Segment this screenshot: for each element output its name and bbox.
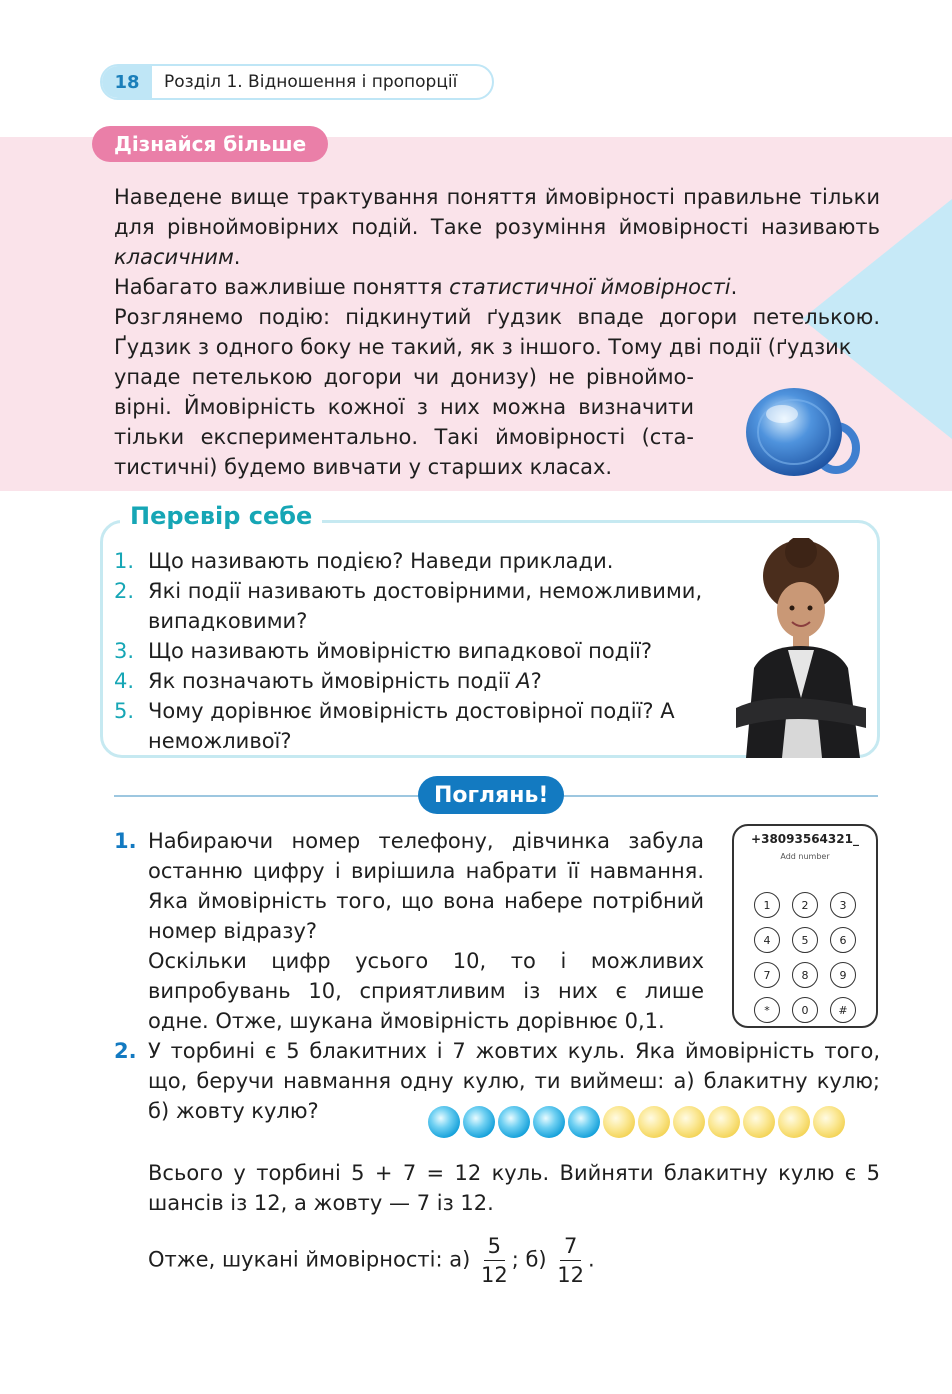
- keypad-key: 2: [792, 892, 818, 918]
- example-2: [114, 1036, 880, 1289]
- page-number: 18: [102, 66, 152, 98]
- chapter-title: Розділ 1. Відношення і пропорції: [164, 72, 458, 92]
- yellow-ball: [813, 1106, 845, 1138]
- learn-more-paragraph-4: упаде петелькою догори чи донизу) не рівноймо-вірні. Ймовірність кожної з них можна визначити тільки експериментально. Такі ймовірності (ста-тистичні) будемо вивчати у старших класах.: [114, 365, 694, 479]
- example-2-solution: Всього у торбині 5 + 7 = 12 куль. Вийняти блакитну кулю є 5 шансів із 12, а жовту — 7 із 12.: [148, 1161, 880, 1215]
- list-item: 3. Що називають ймовірністю випадкової події?: [114, 639, 653, 663]
- list-item: 4. Як позначають ймовірність події А?: [114, 669, 542, 693]
- keypad-key: 8: [792, 962, 818, 988]
- fraction-a: $\frac{5}{12}$: [480, 1234, 508, 1287]
- learn-more-title: Дізнайся більше: [92, 126, 328, 162]
- keypad-key: *: [754, 997, 780, 1023]
- list-item: 5. Чому дорівнює ймовірність достовірної події? А неможливої?: [114, 699, 675, 753]
- keypad-key: 5: [792, 927, 818, 953]
- check-yourself-list: [114, 546, 726, 756]
- button-illustration: [744, 382, 860, 480]
- example-number: 2.: [114, 1039, 137, 1063]
- example-2-answer: Отже, шукані ймовірності: а) $\frac{5}{12}$ ; б) $\frac{7}{12}$ .: [148, 1234, 595, 1287]
- blue-ball: [533, 1106, 565, 1138]
- keypad: [754, 892, 862, 1023]
- add-number-label: Add number: [780, 852, 830, 861]
- yellow-ball: [638, 1106, 670, 1138]
- girl-illustration: [726, 538, 876, 758]
- keypad-key: 0: [792, 997, 818, 1023]
- blue-ball: [428, 1106, 460, 1138]
- example-1-problem: Набираючи номер телефону, дівчинка забула останню цифру і вирішила набрати її навмання. Яка ймовірність того, що вона набере потрібний номер відразу?: [148, 829, 704, 943]
- learn-more-paragraph-1: Наведене вище трактування поняття ймовірності правильне тільки для рівноймовірних подій. Таке розуміння ймовірності називають класичним.: [114, 185, 880, 269]
- check-yourself-title: Перевір себе: [120, 502, 322, 530]
- phone-number-display: +38093564321_: [751, 832, 859, 846]
- learn-more-paragraph-3: Розглянемо подію: підкинутий ґудзик впаде догори петелькою. Ґудзик з одного боку не такий, як з іншого. Тому дві події (ґудзик: [114, 305, 880, 359]
- keypad-key: 6: [830, 927, 856, 953]
- page-header: [100, 64, 494, 100]
- blue-ball: [463, 1106, 495, 1138]
- look-title: Поглянь!: [418, 776, 564, 814]
- example-2-problem: У торбині є 5 блакитних і 7 жовтих куль. Яка ймовірність того, що, беручи навмання одну кулю, ти виймеш: а) блакитну кулю; б) жовту кулю?: [148, 1039, 880, 1123]
- keypad-key: 1: [754, 892, 780, 918]
- keypad-key: 9: [830, 962, 856, 988]
- yellow-ball: [743, 1106, 775, 1138]
- keypad-key: 3: [830, 892, 856, 918]
- blue-ball: [568, 1106, 600, 1138]
- yellow-ball: [673, 1106, 705, 1138]
- phone-keypad-illustration: [732, 824, 878, 1028]
- balls-illustration: [428, 1106, 845, 1138]
- list-item: 2. Які події називають достовірними, неможливими, випадковими?: [114, 579, 703, 633]
- example-number: 1.: [114, 829, 137, 853]
- keypad-key: 4: [754, 927, 780, 953]
- list-item: 1. Що називають подією? Наведи приклади.: [114, 549, 614, 573]
- blue-ball: [498, 1106, 530, 1138]
- yellow-ball: [778, 1106, 810, 1138]
- yellow-ball: [603, 1106, 635, 1138]
- example-1-solution: Оскільки цифр усього 10, то і можливих випробувань 10, сприятливим із них є лише одне. Отже, шукана ймовірність дорівнює 0,1.: [148, 949, 704, 1033]
- keypad-key: 7: [754, 962, 780, 988]
- fraction-b: $\frac{7}{12}$: [557, 1234, 585, 1287]
- yellow-ball: [708, 1106, 740, 1138]
- keypad-key: #: [830, 997, 856, 1023]
- learn-more-paragraph-2: Набагато важливіше поняття статистичної ймовірності.: [114, 275, 738, 299]
